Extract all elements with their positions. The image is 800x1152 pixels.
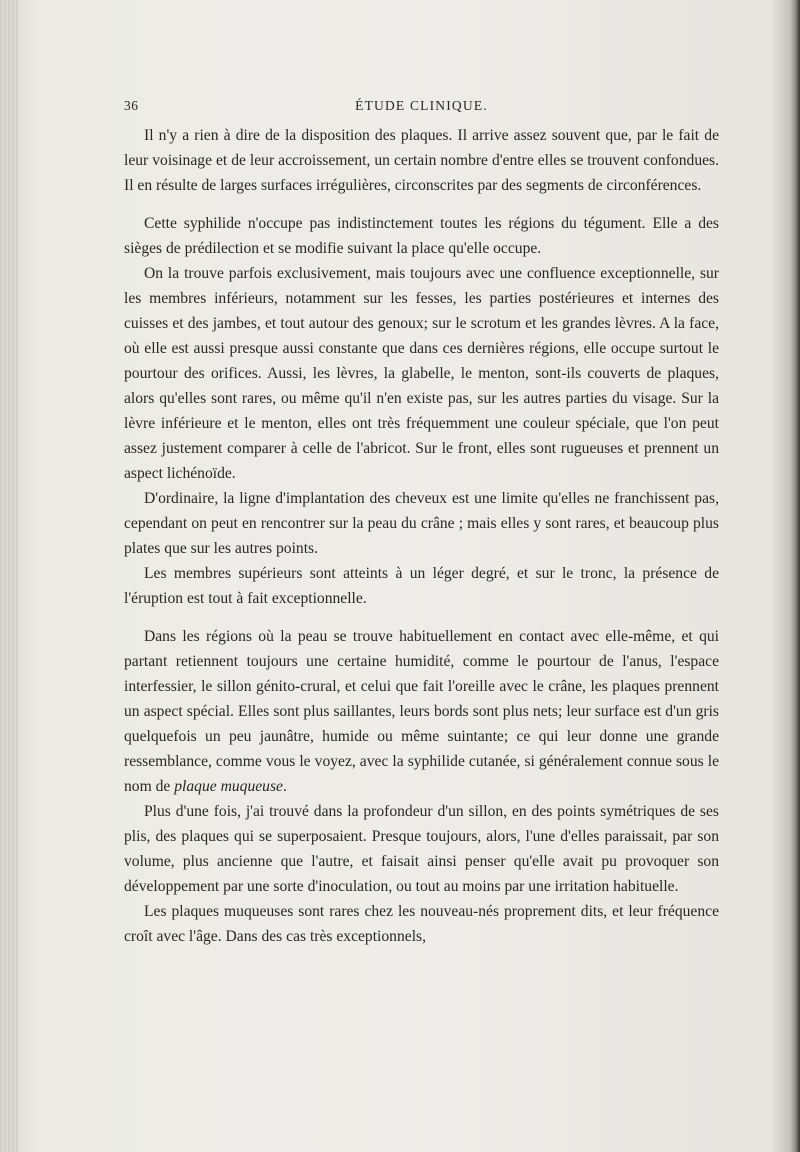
paragraph-4: D'ordinaire, la ligne d'implantation des cheveux est une limite qu'elles ne franchissent pas, cependant on peut en rencontrer sur la peau du crâne ; mais elles y sont rares, et beaucoup plus plates que sur les autres points. (124, 490, 719, 557)
paragraph-6-text: Dans les régions où la peau se trouve habituellement en contact avec elle-même, et qui partant retiennent toujours une certaine humidité, comme le pourtour de l'anus, l'espace interfessier, le sillon génito-crural, et celui que fait l'oreille avec le crâne, les plaques prennent un aspect spécial. Elles sont plus saillantes, leurs bords sont plus nets; leur surface est d'un gris quelquefois un peu jaunâtre, humide ou même suintante; ce qui leur donne une grande ressemblance, comme vous le voyez, avec la syphilide cutanée, si généralement connue sous le nom de (124, 628, 719, 795)
paragraph-6 (124, 624, 719, 799)
paragraph-3: On la trouve parfois exclusivement, mais toujours avec une confluence exceptionnelle, sur les membres inférieurs, notamment sur les fesses, les parties postérieures et internes des cuisses et des jambes, et tout autour des genoux; sur le scrotum et les grandes lèvres. A la face, où elle est aussi presque aussi constante que dans ces dernières régions, elle occupe surtout le pourtour des orifices. Aussi, les lèvres, la glabelle, le menton, sont-ils couverts de plaques, alors qu'elles sont rares, ou même qu'il n'en existe pas, sur les autres parties du visage. Sur la lèvre inférieure et le menton, elles ont très fréquemment une couleur spéciale, que l'on peut assez justement comparer à celle de l'abricot. Sur le front, elles sont rugueuses et prennent un aspect lichénoïde. (124, 265, 719, 482)
paragraph-1: Il n'y a rien à dire de la disposition des plaques. Il arrive assez souvent que, par le fait de leur voisinage et de leur accroissement, un certain nombre d'entre elles se trouvent confondues. Il en résulte de larges surfaces irrégulières, circonscrites par des segments de circonférences. (124, 127, 719, 194)
paragraph-6-end: . (282, 778, 287, 795)
plaque-muqueuse-term: plaque muqueuse (174, 778, 283, 795)
paragraph-8: Les plaques muqueuses sont rares chez les nouveau-nés proprement dits, et leur fréquence croît avec l'âge. Dans des cas très exceptionnels, (124, 903, 719, 945)
page-header (124, 98, 719, 118)
running-title: ÉTUDE CLINIQUE. (355, 98, 488, 113)
page-number: 36 (124, 98, 139, 113)
binding-edge (0, 0, 18, 1152)
paragraph-5: Les membres supérieurs sont atteints à un léger degré, et sur le tronc, la présence de l'éruption est tout à fait exceptionnelle. (124, 565, 719, 607)
page-edge-shadow (790, 0, 800, 1152)
paragraph-2: Cette syphilide n'occupe pas indistinctement toutes les régions du tégument. Elle a des sièges de prédilection et se modifie suivant la place qu'elle occupe. (124, 215, 719, 257)
text-body (124, 123, 719, 949)
paragraph-7: Plus d'une fois, j'ai trouvé dans la profondeur d'un sillon, en des points symétriques de ses plis, des plaques qui se superposaient. Presque toujours, alors, l'une d'elles paraissait, par son volume, plus ancienne que l'autre, et faisait ainsi penser qu'elle avait pu provoquer son développement par une sorte d'inoculation, ou tout au moins par une irritation habituelle. (124, 803, 719, 895)
